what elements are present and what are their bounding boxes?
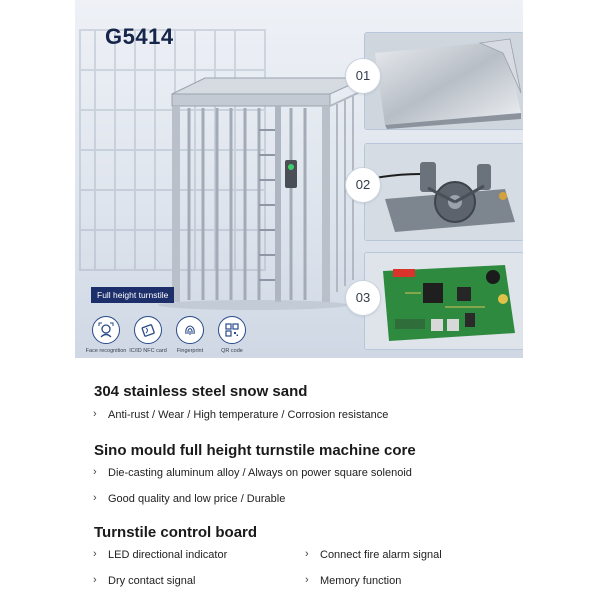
chevron-right-icon: › [93, 408, 97, 420]
main-turnstile [158, 78, 365, 310]
bullet-item: › Dry contact signal [93, 574, 196, 587]
machine-core-image [364, 143, 523, 241]
qr-code-icon [218, 316, 246, 344]
bullet-item: › Good quality and low price / Durable [93, 492, 286, 505]
bullet-item: › Anti-rust / Wear / High temperature / Corrosion resistance [93, 408, 389, 421]
chevron-right-icon: › [93, 548, 97, 560]
section-title-steel: 304 stainless steel snow sand [94, 383, 308, 400]
nfc-card-icon [134, 316, 162, 344]
callout-02: 02 [345, 167, 381, 203]
section-title-control-board: Turnstile control board [94, 524, 258, 541]
bullet-item: › Memory function [305, 574, 402, 587]
bullet-item: › LED directional indicator [93, 548, 228, 561]
face-recognition-icon [92, 316, 120, 344]
feature-label: Face recognition [85, 348, 127, 354]
chevron-right-icon: › [93, 574, 97, 586]
callout-01: 01 [345, 58, 381, 94]
bullet-item: › Die-casting aluminum alloy / Always on power square solenoid [93, 466, 412, 479]
feature-face-recognition [83, 316, 129, 354]
bullet-item: › Connect fire alarm signal [305, 548, 442, 561]
fingerprint-icon [176, 316, 204, 344]
feature-nfc-card [125, 316, 171, 354]
feature-fingerprint [167, 316, 213, 354]
chevron-right-icon: › [305, 548, 309, 560]
feature-qr-code [209, 316, 255, 354]
chevron-right-icon: › [305, 574, 309, 586]
feature-label: Fingerprint [176, 348, 204, 354]
model-number: G5414 [105, 24, 174, 49]
callout-03: 03 [345, 280, 381, 316]
section-title-machine-core: Sino mould full height turnstile machine core [94, 442, 416, 459]
control-board-image [364, 252, 523, 350]
feature-label: IC/ID NFC card [129, 348, 167, 354]
stainless-steel-sheet-image [364, 32, 523, 130]
product-label: Full height turnstile [91, 287, 174, 303]
chevron-right-icon: › [93, 492, 97, 504]
feature-label: QR code [221, 348, 243, 354]
chevron-right-icon: › [93, 466, 97, 478]
hero-banner [75, 0, 523, 358]
